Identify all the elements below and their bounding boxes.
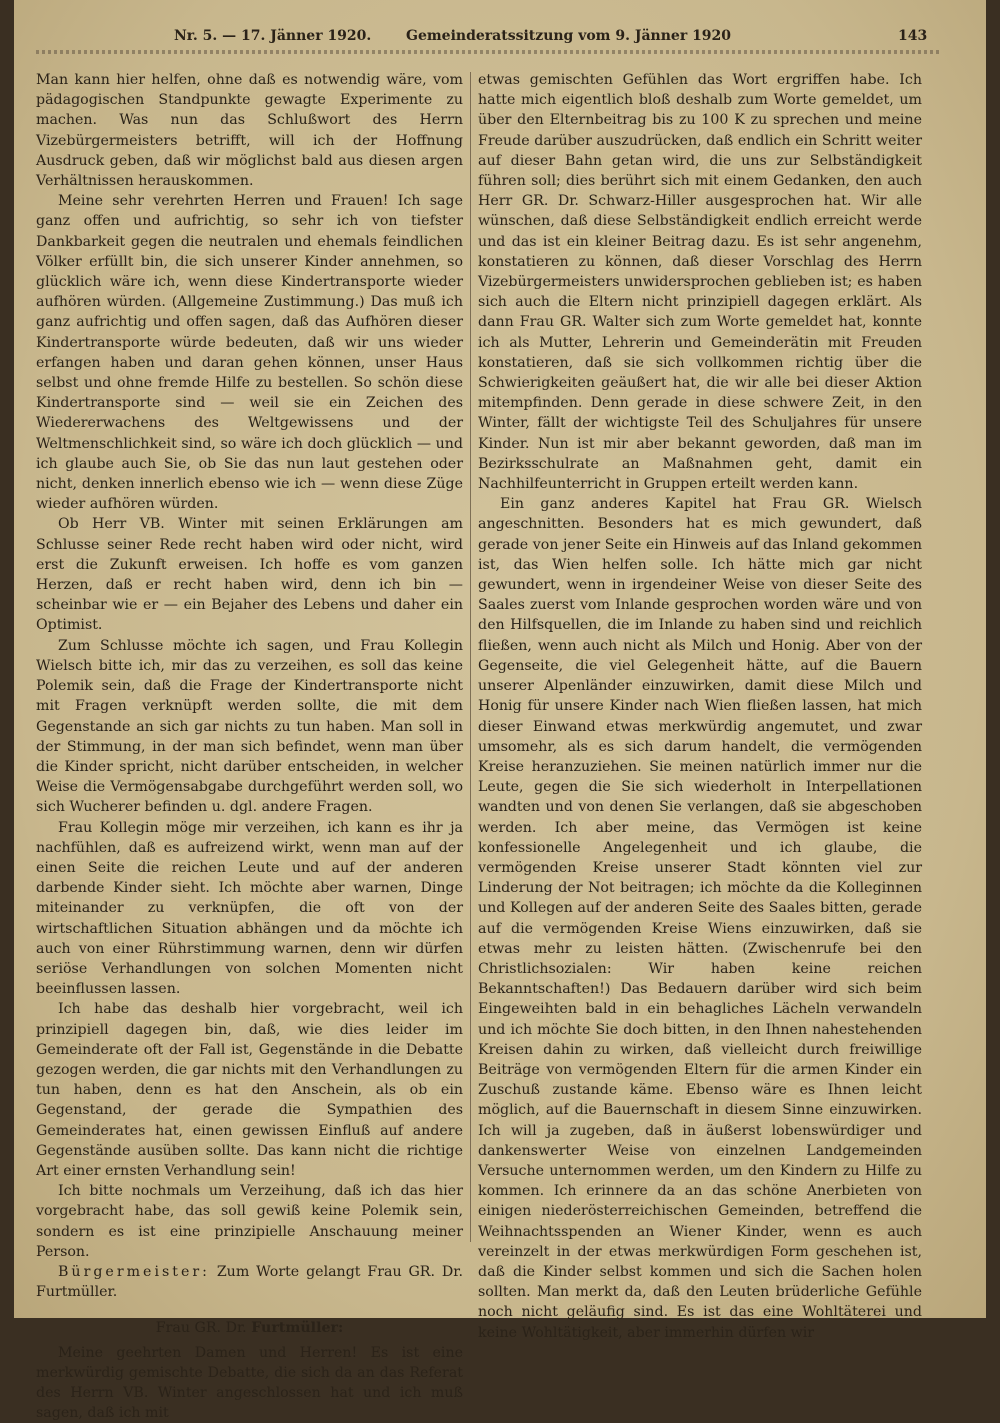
speaker-heading (36, 1318, 463, 1338)
paragraph: Meine sehr verehrten Herren und Frauen! Ich sage ganz offen und aufrichtig, so sehr ich von tiefster Dankbarkeit gegen die neutralen und ehemals feindlichen Völker erfüllt bin, die sich unserer Kinder annehmen, so glücklich wäre ich, wenn diese Kindertransporte wieder aufhören würden. (Allgemeine Zustimmung.) Das muß ich ganz aufrichtig und offen sagen, daß das Aufhören dieser Kindertransporte würde bedeuten, daß wir uns wieder erfangen haben und daran gehen können, unser Haus selbst und ohne fremde Hilfe zu bestellen. So schön diese Kindertransporte sind — weil sie ein Zeichen des Wiedererwachens des Weltgewissens und der Weltmenschlichkeit sind, so wäre ich doch glücklich — und ich glaube auch Sie, ob Sie das nun laut gestehen oder nicht, denken innerlich ebenso wie ich — wenn diese Züge wieder aufhören würden. (36, 193, 463, 513)
right-column (478, 70, 922, 1343)
paragraph: Zum Schlusse möchte ich sagen, und Frau Kollegin Wielsch bitte ich, mir das zu verzeihen, es soll das keine Polemik sein, daß die Frage der Kindertransporte nicht mit Fragen verknüpft werden sollte, die mit dem Gegenstande an sich gar nichts zu tun haben. Man soll in der Stimmung, in der man sich befindet, wenn man über die Kinder spricht, nicht darüber entscheiden, in welcher Weise die Vermögensabgabe durchgeführt werden soll, wo sich Wucherer befinden u. dgl. andere Fragen. (36, 637, 463, 816)
paragraph: Frau Kollegin möge mir verzeihen, ich kann es ihr ja nachfühlen, daß es aufreizend wirkt, wenn man auf der einen Seite die reichen Leute und auf der anderen darbende Kinder sieht. Ich möchte aber warnen, Dinge miteinander zu verknüpfen, die oft von der wirtschaftlichen Situation abhängen und da möchte ich auch von einer Rührstimmung warnen, denn wir dürfen seriöse Verhandlungen von solchen Momenten nicht beeinflussen lassen. (36, 819, 463, 998)
speaker-label: Bürgermeister: (58, 1263, 210, 1280)
running-header (14, 28, 986, 50)
paragraph: Ich habe das deshalb hier vorgebracht, weil ich prinzipiell dagegen bin, daß, wie dies leider im Gemeinderate oft der Fall ist, Gegenstände in die Debatte gezogen werden, die gar nichts mit den Verhandlungen zu tun haben, denn es hat den Anschein, als ob ein Gegenstand, der gerade die Sympathien des Gemeinderates hat, einen gewissen Einfluß auf andere Gegenstände ausüben sollte. Das kann nicht die richtige Art einer ernsten Verhandlung sein! (36, 1001, 463, 1179)
paragraph: Man kann hier helfen, ohne daß es notwendig wäre, vom pädagogischen Standpunkte gewagte Experimente zu machen. Was nun das Schlußwort des Herrn Vizebürgermeisters betrifft, will ich der Hoffnung Ausdruck geben, daß wir möglichst bald aus diesen argen Verhältnissen herauskommen. (36, 72, 463, 190)
paragraph: Ich bitte nochmals um Verzeihung, daß ich das hier vorgebracht habe, das soll gewiß keine Polemik sein, sondern es ist eine prinzipielle Anschauung meiner Person. (36, 1183, 463, 1260)
paragraph: Ein ganz anderes Kapitel hat Frau GR. Wielsch angeschnitten. Besonders hat es mich gewundert, daß gerade von jener Seite ein Hinweis auf das Inland gekommen ist, das Wien helfen solle. Ich hätte mich gar nicht gewundert, wenn in irgendeiner Weise von dieser Seite des Saales zuerst vom Inlande gesprochen worden wäre und von den Hilfsquellen, die im Inlande zu haben sind und reichlich fließen, wenn auch nicht als Milch und Honig. Aber von der Gegenseite, die viel Gelegenheit hätte, auf die Bauern unserer Alpenländer einzuwirken, damit diese Milch und Honig für unsere Kinder nach Wien fließen lassen, hat mich dieser Einwand etwas merkwürdig angemutet, und zwar umsomehr, als es sich darum handelt, die vermögenden Kreise heranzuziehen. Sie meinen natürlich immer nur die Leute, gegen die Sie sich wiederholt in Interpellationen wandten und von denen Sie verlangen, daß sie abgeschoben werden. Ich aber meine, das Vermögen ist keine konfessionelle Angelegenheit und ich glaube, die vermögenden Kreise unserer Stadt könnten viel zur Linderung der Not beitragen; ich möchte da die Kolleginnen und Kollegen auf der anderen Seite des Saales bitten, gerade auf die vermögenden Kreise Wiens einzuwirken, daß sie etwas mehr zu leisten hätten. (Zwischenrufe bei den Christlichsozialen: Wir haben keine reichen Bekanntschaften!) Das Bedauern darüber wird sich beim Eingeweihten bald in ein behagliches Lächeln verwandeln und ich möchte Sie doch bitten, in den Ihnen nahestehenden Kreisen dahin zu wirken, daß vielleicht durch freiwillige Beiträge von vermögenden Eltern für die armen Kinder ein Zuschuß zustande käme. Ebenso wäre es Ihnen leicht möglich, auf die Bauernschaft in diesem Sinne einzuwirken. Ich will ja zugeben, daß in äußerst lobenswürdiger und dankenswerter Weise von einzelnen Landgemeinden Versuche unternommen werden, um den Kindern zu Hilfe zu kommen. Ich erinnere da an das schöne Anerbieten von einigen niederösterreichischen Gemeinden, betreffend die Weihnachtsspenden an Wiener Kinder, wenn es auch vereinzelt in der etwas merkwürdigen Form geschehen ist, daß die Kinder selbst kommen und sich die Sachen holen sollten. Man merkt da, daß den Leuten brüderliche Gefühle noch nicht geläufig sind. Es ist das eine Wohltäterei und keine Wohltätigkeit, aber immerhin dürfen wir (478, 496, 922, 1341)
speaker-text: Zum Worte gelangt Frau GR. Dr. Furtmüller. (36, 1263, 463, 1301)
paragraph (36, 1262, 463, 1302)
left-column (36, 70, 463, 1423)
header-rule (36, 50, 941, 54)
document-page (14, 0, 986, 1422)
paragraph: etwas gemischten Gefühlen das Wort ergriffen habe. Ich hatte mich eigentlich bloß deshalb zum Worte gemeldet, um über den Elternbeitrag bis zu 100 K zu sprechen und meine Freude darüber auszudrücken, daß endlich ein Schritt weiter auf dieser Bahn getan wird, die uns zur Selbständigkeit führen soll; dies berührt sich mit einem Gedanken, den auch Herr GR. Dr. Schwarz-Hiller ausgesprochen hat. Wir alle wünschen, daß diese Selbständigkeit endlich erreicht werde und das ist ein kleiner Beitrag dazu. Es ist sehr angenehm, konstatieren zu können, daß dieser Vorschlag des Herrn Vizebürgermeisters unwidersprochen geblieben ist; es haben sich auch die Eltern nicht prinzipiell dagegen erklärt. Als dann Frau GR. Walter sich zum Worte gemeldet hat, konnte ich als Mutter, Lehrerin und Gemeinderätin mit Freuden konstatieren, daß sie sich vollkommen richtig über die Schwierigkeiten geäußert hat, die wir alle bei dieser Aktion mitempfinden. Denn gerade in diese schwere Zeit, in den Winter, fällt der wichtigste Teil des Schuljahres für unsere Kinder. Nun ist mir aber bekannt geworden, daß man im Bezirksschulrate an Maßnahmen geht, damit ein Nachhilfeunterricht in Gruppen erteilt werden kann. (478, 72, 922, 493)
session-title: Gemeinderatssitzung vom 9. Jänner 1920 (406, 28, 732, 44)
speaker-prefix: Frau GR. Dr. (155, 1320, 247, 1337)
issue-date: Nr. 5. — 17. Jänner 1920. (174, 28, 372, 44)
paragraph: Meine geehrten Damen und Herren! Es ist eine merkwürdig gemischte Debatte, die sich da an das Referat des Herrn VB. Winter angeschlossen hat und ich muß sagen, daß ich mit (36, 1344, 463, 1422)
speaker-name: Furtmüller: (251, 1320, 344, 1337)
page-number: 143 (898, 28, 928, 44)
paragraph: Ob Herr VB. Winter mit seinen Erklärungen am Schlusse seiner Rede recht haben wird oder nicht, wird erst die Zukunft erweisen. Ich hoffe es vom ganzen Herzen, daß er recht haben wird, denn ich bin — scheinbar wie er — ein Bejaher des Lebens und daher ein Optimist. (36, 516, 463, 634)
column-divider (470, 72, 471, 1242)
